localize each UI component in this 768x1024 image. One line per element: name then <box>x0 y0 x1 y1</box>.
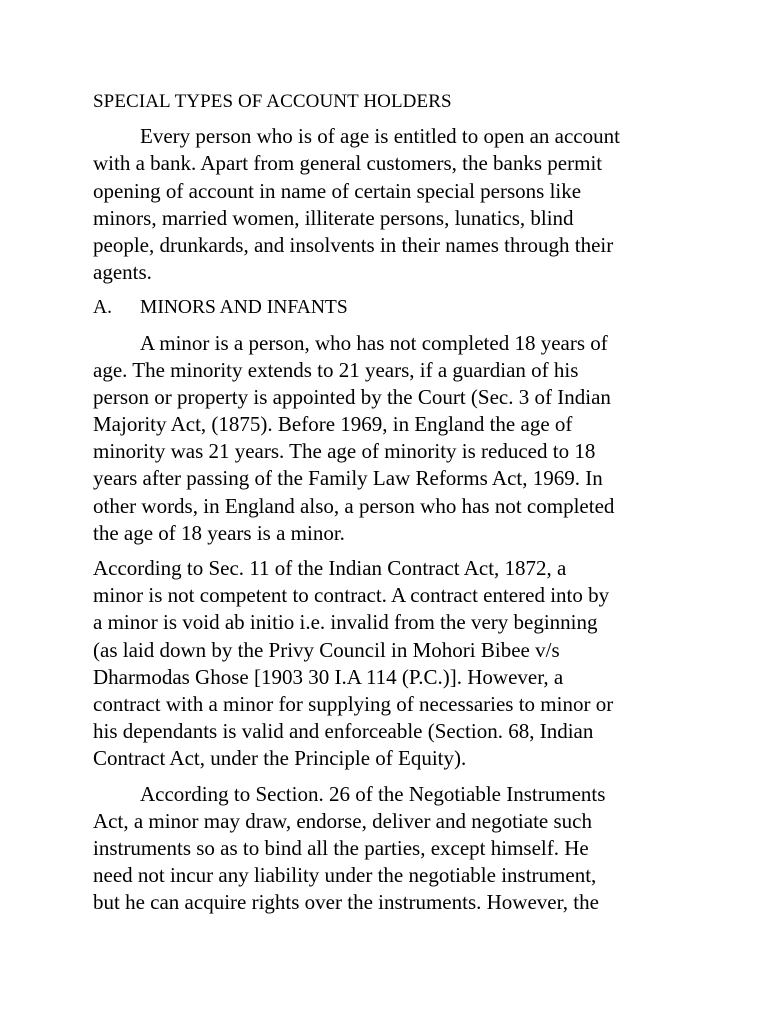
paragraph-line: minors, married women, illiterate persons, lunatics, blind <box>93 205 574 230</box>
paragraph-line: Act, a minor may draw, endorse, deliver and negotiate such <box>93 808 592 833</box>
paragraph-line: Contract Act, under the Principle of Equity). <box>93 746 467 771</box>
paragraph-line: agents. <box>93 260 152 285</box>
section-letter: A. <box>93 297 112 319</box>
paragraph-line: (as laid down by the Privy Council in Mohori Bibee v/s <box>93 637 560 662</box>
paragraph-line: years after passing of the Family Law Reforms Act, 1969. In <box>93 466 603 491</box>
paragraph-line: age. The minority extends to 21 years, if a guardian of his <box>93 357 579 382</box>
section-heading-text: MINORS AND INFANTS <box>140 297 348 319</box>
paragraph-line: other words, in England also, a person who has not completed <box>93 493 615 518</box>
paragraph-line: person or property is appointed by the Court (Sec. 3 of Indian <box>93 384 611 409</box>
paragraph-line: Every person who is of age is entitled to open an account <box>140 124 620 149</box>
paragraph-line: the age of 18 years is a minor. <box>93 520 345 545</box>
paragraph-line: Majority Act, (1875). Before 1969, in England the age of <box>93 412 573 437</box>
paragraph-line: A minor is a person, who has not completed 18 years of <box>140 330 608 355</box>
paragraph-line: According to Section. 26 of the Negotiable Instruments <box>140 781 606 806</box>
contract-act-paragraph <box>93 555 683 773</box>
document-title: SPECIAL TYPES OF ACCOUNT HOLDERS <box>93 91 452 112</box>
paragraph-line: people, drunkards, and insolvents in their names through their <box>93 232 614 257</box>
paragraph-line: contract with a minor for supplying of necessaries to minor or <box>93 691 614 716</box>
paragraph-line: minor is not competent to contract. A contract entered into by <box>93 583 610 608</box>
paragraph-line: with a bank. Apart from general customers, the banks permit <box>93 151 603 176</box>
section-heading <box>93 294 683 321</box>
paragraph-line: but he can acquire rights over the instruments. However, the <box>93 890 599 915</box>
minor-definition-paragraph <box>93 330 683 548</box>
paragraph-line: instruments so as to bind all the parties, except himself. He <box>93 835 589 860</box>
paragraph-line: minority was 21 years. The age of minority is reduced to 18 <box>93 439 596 464</box>
document-body <box>93 88 683 916</box>
paragraph-line: a minor is void ab initio i.e. invalid from the very beginning <box>93 610 598 635</box>
paragraph-line: Dharmodas Ghose [1903 30 I.A 114 (P.C.)]. However, a <box>93 664 564 689</box>
paragraph-line: his dependants is valid and enforceable (Section. 68, Indian <box>93 719 594 744</box>
paragraph-line: According to Sec. 11 of the Indian Contract Act, 1872, a <box>93 556 567 580</box>
paragraph-line: opening of account in name of certain special persons like <box>93 178 582 203</box>
paragraph-line: need not incur any liability under the negotiable instrument, <box>93 863 597 888</box>
intro-paragraph <box>93 123 683 286</box>
negotiable-instruments-paragraph <box>93 781 683 917</box>
